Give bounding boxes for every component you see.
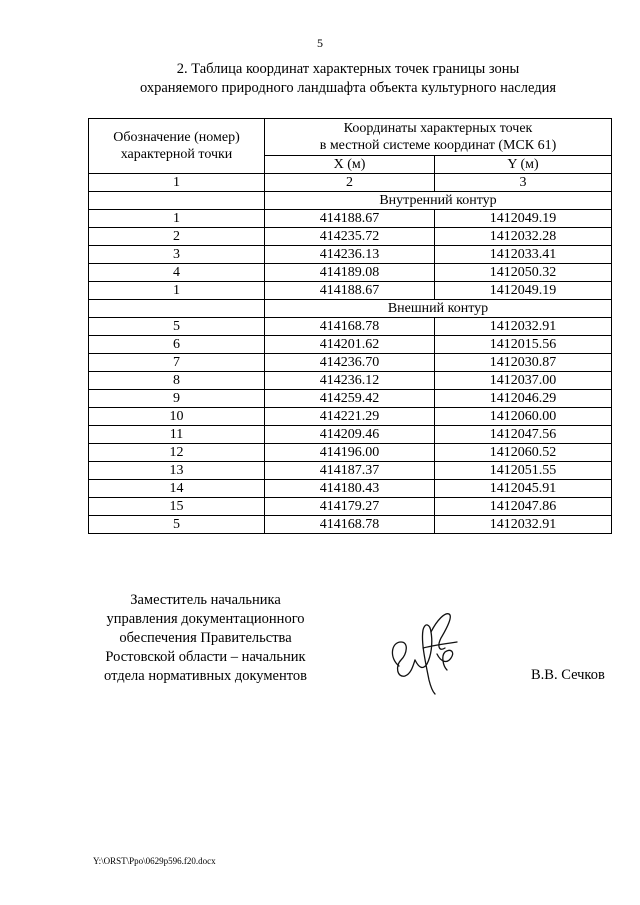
y-coordinate-cell: 1412037.00 [435,372,612,390]
x-coordinate-cell: 414235.72 [265,228,435,246]
section-header-empty-cell [89,192,265,210]
x-coordinate-cell: 414180.43 [265,480,435,498]
point-number-cell: 15 [89,498,265,516]
table-title-line-1: 2. Таблица координат характерных точек границы зоны [176,61,520,77]
point-number-cell: 1 [89,282,265,300]
section-header-label: Внешний контур [265,300,612,318]
x-coordinate-cell: 414189.08 [265,264,435,282]
point-number-cell: 14 [89,480,265,498]
table-row [89,372,612,390]
table-row [89,318,612,336]
y-coordinate-cell: 1412047.86 [435,498,612,516]
table-row [89,282,612,300]
y-coordinate-cell: 1412015.56 [435,336,612,354]
table-title-line-2: охраняемого природного ландшафта объекта культурного наследия [139,80,557,96]
y-coordinate-cell: 1412045.91 [435,480,612,498]
point-number-cell: 4 [89,264,265,282]
table-row [89,246,612,264]
header-coordinates [265,119,612,156]
section-header-empty-cell [89,300,265,318]
table-header-row [89,119,612,156]
y-coordinate-cell: 1412060.00 [435,408,612,426]
signatory-title-line: отдела нормативных документов [104,668,307,684]
page-number: 5 [317,36,323,50]
point-number-cell: 5 [89,318,265,336]
point-number-cell: 10 [89,408,265,426]
table-title [88,60,608,98]
header-point-designation-line-1: Обозначение (номер) [113,130,240,145]
y-coordinate-cell: 1412051.55 [435,462,612,480]
handwritten-signature [385,608,465,696]
y-coordinate-cell: 1412047.56 [435,426,612,444]
table-row [89,480,612,498]
x-coordinate-cell: 414236.12 [265,372,435,390]
signatory-title-line: управления документационного [106,611,305,627]
point-number-cell: 3 [89,246,265,264]
document-file-path: Y:\ORST\Ppo\0629p596.f20.docx [93,856,216,866]
point-number-cell: 9 [89,390,265,408]
header-point-designation-line-2: характерной точки [120,147,233,162]
table-row [89,498,612,516]
coordinates-table [88,118,612,534]
table-row [89,390,612,408]
point-number-cell: 13 [89,462,265,480]
column-number-1: 1 [89,174,265,192]
header-coordinates-line-1: Координаты характерных точек [343,121,533,136]
y-coordinate-cell: 1412033.41 [435,246,612,264]
header-y: Y (м) [435,156,612,174]
point-number-cell: 1 [89,210,265,228]
table-row [89,462,612,480]
point-number-cell: 7 [89,354,265,372]
x-coordinate-cell: 414236.70 [265,354,435,372]
y-coordinate-cell: 1412032.91 [435,318,612,336]
signatory-title-line: Ростовской области – начальник [105,649,306,665]
y-coordinate-cell: 1412032.91 [435,516,612,534]
point-number-cell: 12 [89,444,265,462]
header-point-designation [89,119,265,174]
x-coordinate-cell: 414259.42 [265,390,435,408]
header-x: X (м) [265,156,435,174]
signer-name: В.В. Сечков [531,667,605,683]
table-row [89,444,612,462]
x-coordinate-cell: 414187.37 [265,462,435,480]
x-coordinate-cell: 414236.13 [265,246,435,264]
x-coordinate-cell: 414188.67 [265,282,435,300]
table-row [89,336,612,354]
point-number-cell: 5 [89,516,265,534]
x-coordinate-cell: 414221.29 [265,408,435,426]
x-coordinate-cell: 414168.78 [265,516,435,534]
y-coordinate-cell: 1412049.19 [435,210,612,228]
y-coordinate-cell: 1412049.19 [435,282,612,300]
table-row [89,354,612,372]
section-header-row [89,192,612,210]
signatory-title-line: обеспечения Правительства [119,630,292,646]
header-coordinates-line-2: в местной системе координат (МСК 61) [319,138,557,153]
x-coordinate-cell: 414196.00 [265,444,435,462]
table-row [89,264,612,282]
section-header-row [89,300,612,318]
table-row [89,516,612,534]
column-number-3: 3 [435,174,612,192]
x-coordinate-cell: 414188.67 [265,210,435,228]
signatory-title [88,591,323,686]
y-coordinate-cell: 1412046.29 [435,390,612,408]
point-number-cell: 2 [89,228,265,246]
coordinates-table-body [89,119,612,534]
table-row [89,408,612,426]
column-number-2: 2 [265,174,435,192]
y-coordinate-cell: 1412032.28 [435,228,612,246]
x-coordinate-cell: 414209.46 [265,426,435,444]
point-number-cell: 6 [89,336,265,354]
point-number-cell: 11 [89,426,265,444]
table-row [89,228,612,246]
x-coordinate-cell: 414201.62 [265,336,435,354]
table-row [89,426,612,444]
y-coordinate-cell: 1412030.87 [435,354,612,372]
point-number-cell: 8 [89,372,265,390]
column-numbers-row [89,174,612,192]
y-coordinate-cell: 1412050.32 [435,264,612,282]
x-coordinate-cell: 414168.78 [265,318,435,336]
section-header-label: Внутренний контур [265,192,612,210]
table-row [89,210,612,228]
signatory-title-line: Заместитель начальника [130,592,281,608]
y-coordinate-cell: 1412060.52 [435,444,612,462]
x-coordinate-cell: 414179.27 [265,498,435,516]
